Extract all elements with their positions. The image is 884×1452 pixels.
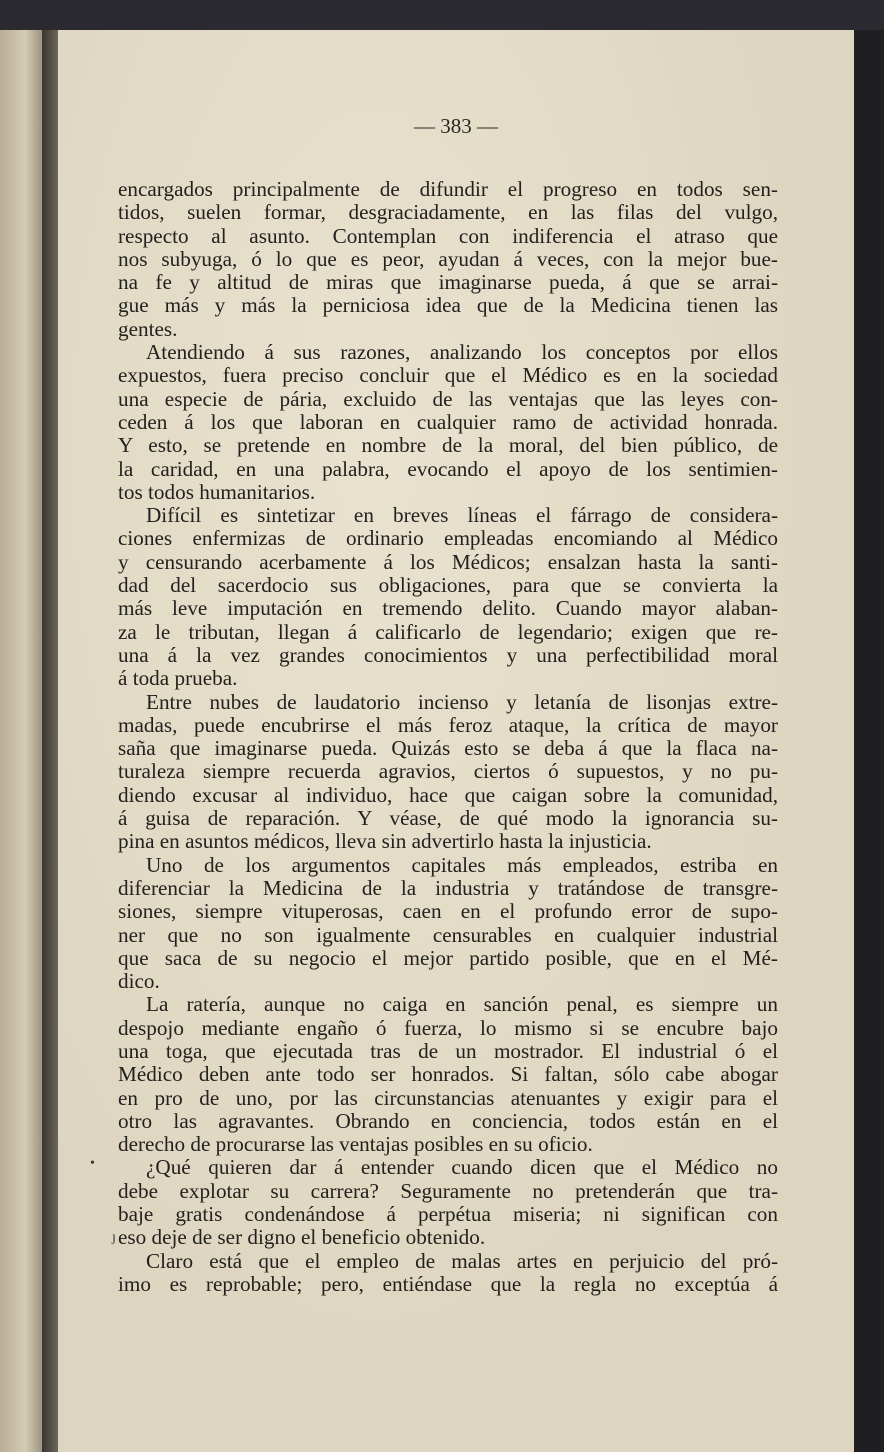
text-line: una especie de pária, excluido de las ventajas que las leyes con- [118,386,778,411]
text-line: ner que no son igualmente censurables en cualquier industrial [118,922,778,947]
book-gutter [42,30,58,1452]
text-line: otro las agravantes. Obrando en conciencia, todos están en el [118,1108,778,1133]
text-line: nos subyuga, ó lo que es peor, ayudan á veces, con la mejor bue- [118,246,778,271]
text-line: Entre nubes de laudatorio incienso y letanía de lisonjas extre- [146,689,778,714]
text-line: gentes. [118,316,178,341]
left-book-edge [0,30,42,1452]
margin-dot-mark: • [90,1156,95,1171]
text-line: Uno de los argumentos capitales más empleados, estriba en [146,852,778,877]
text-line: diferenciar la Medicina de la industria y tratándose de transgre- [118,875,778,900]
text-line: á guisa de reparación. Y véase, de qué modo la ignorancia su- [118,806,778,831]
page-body-text [118,178,778,1296]
text-line: una á la vez grandes conocimientos y una perfectibilidad moral [118,642,778,667]
text-line: y censurando acerbamente á los Médicos; ensalzan hasta la santi- [118,549,778,574]
text-line: pina en asuntos médicos, lleva sin advertirlo hasta la injusticia. [118,829,652,854]
text-line: dico. [118,969,160,994]
text-line: ciones enfermizas de ordinario empleadas encomiando al Médico [118,526,778,551]
text-line: expuestos, fuera preciso concluir que el Médico es en la sociedad [118,363,778,388]
right-book-edge [854,30,884,1452]
text-line: baje gratis condenándose á perpétua miseria; ni significan con [118,1202,778,1227]
text-line: Médico deben ante todo ser honrados. Si faltan, sólo cabe abogar [118,1062,778,1087]
text-line: gue más y más la perniciosa idea que de la Medicina tienen las [118,293,778,318]
text-line: eso deje de ser digno el beneficio obtenido. [118,1225,486,1250]
text-line: más leve imputación en tremendo delito. Cuando mayor alaban- [118,596,778,621]
text-line: La ratería, aunque no caiga en sanción penal, es siempre un [146,992,778,1017]
text-line: una toga, que ejecutada tras de un mostrador. El industrial ó el [118,1038,778,1063]
text-line: encargados principalmente de difundir el progreso en todos sen- [118,177,778,201]
text-line: diendo excusar al individuo, hace que caigan sobre la comunidad, [118,782,778,807]
text-line: que saca de su negocio el mejor partido posible, que en el Mé- [118,945,778,970]
text-line: ¿Qué quieren dar á entender cuando dicen que el Médico no [146,1155,778,1180]
text-line: Atendiendo á sus razones, analizando los conceptos por ellos [146,340,778,365]
text-line: derecho de procurarse las ventajas posibles en su oficio. [118,1132,593,1157]
text-line: madas, puede encubrirse el más feroz ataque, la crítica de mayor [118,712,778,737]
page-number: — 383 — [414,114,498,138]
text-line: imo es reprobable; pero, entiéndase que la regla no exceptúa á [118,1271,778,1296]
text-line: Difícil es sintetizar en breves líneas el fárrago de considera- [146,503,778,528]
margin-j-mark: ȷ [112,1230,116,1245]
text-line: Y esto, se pretende en nombre de la moral, del bien público, de [118,433,778,458]
text-line: despojo mediante engaño ó fuerza, lo mismo si se encubre bajo [118,1015,778,1040]
text-line: respecto al asunto. Contemplan con indiferencia el atraso que [118,223,778,248]
text-line: tidos, suelen formar, desgraciadamente, en las filas del vulgo, [118,200,778,225]
text-line: á toda prueba. [118,666,238,691]
text-line: en pro de uno, por las circunstancias atenuantes y exigir para el [118,1085,778,1110]
text-line: Claro está que el empleo de malas artes en perjuicio del pró- [146,1248,778,1273]
text-line: na fe y altitud de miras que imaginarse pueda, á que se arrai- [118,270,778,295]
text-line: dad del sacerdocio sus obligaciones, para que se convierta la [118,573,778,598]
book-page [58,30,854,1452]
text-line: debe explotar su carrera? Seguramente no pretenderán que tra- [118,1178,778,1203]
text-line: za le tributan, llegan á calificarlo de legendario; exigen que re- [118,619,778,644]
text-line: tos todos humanitarios. [118,479,316,504]
text-line: turaleza siempre recuerda agravios, ciertos ó supuestos, y no pu- [118,759,778,784]
text-line: la caridad, en una palabra, evocando el apoyo de los sentimien- [118,456,778,481]
text-line: siones, siempre vituperosas, caen en el profundo error de supo- [118,899,778,924]
text-line: saña que imaginarse pueda. Quizás esto se deba á que la flaca na- [118,736,778,761]
text-line: ceden á los que laboran en cualquier ramo de actividad honrada. [118,409,778,434]
